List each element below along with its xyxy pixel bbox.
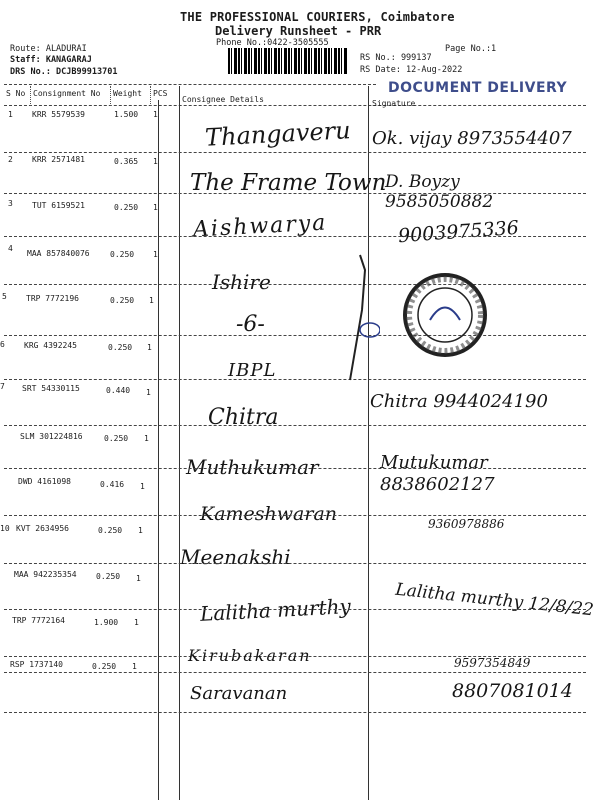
row-signature: Lalitha murthy 12/8/22	[394, 579, 595, 621]
row-consignee: Lalitha murthy	[199, 594, 352, 626]
row-consignee: Saravanan	[190, 683, 288, 704]
row-pcs: 1	[153, 250, 158, 259]
row-weight: 0.250	[110, 250, 135, 259]
row-signature: D. Boyzy 9585050882	[385, 172, 494, 212]
row-weight: 1.900	[94, 618, 119, 627]
row-pcs: 1	[153, 157, 158, 166]
row-divider	[4, 563, 586, 564]
row-divider	[4, 672, 586, 673]
row-consignee: Thangaveru	[204, 116, 352, 152]
row-consignment: TRP 7772196	[26, 294, 79, 303]
row-weight: 0.365	[114, 157, 139, 166]
phone-number: Phone No.:0422-3505555	[216, 38, 329, 48]
rs-date: RS Date: 12-Aug-2022	[360, 65, 463, 75]
row-consignment: MAA 857840076	[27, 249, 90, 258]
row-sno: 3	[8, 199, 13, 208]
row-signature: 9597354849	[454, 656, 531, 670]
row-weight: 0.250	[108, 343, 133, 352]
row-signature: 9360978886	[428, 517, 505, 531]
row-consignment: KRR 2571481	[32, 155, 85, 164]
row-pcs: 1	[146, 388, 151, 397]
col-header-consignment: Consignment No	[33, 89, 101, 98]
col-header-pcs: PCS	[153, 89, 168, 98]
row-divider	[4, 609, 586, 610]
row-consignment: SRT 54330115	[22, 384, 80, 393]
row-consignee: The Frame Town	[190, 170, 387, 196]
row-consignment: KRG 4392245	[24, 341, 77, 350]
row-consignee: IBPL	[228, 360, 277, 381]
row-weight: 0.250	[110, 296, 135, 305]
row-pcs: 1	[149, 296, 154, 305]
row-divider	[4, 335, 586, 336]
route-label: Route: ALADURAI	[10, 44, 87, 54]
row-divider	[4, 152, 586, 153]
row-consignee: Kirubakaran	[188, 646, 312, 665]
row-pcs: 1	[153, 110, 158, 119]
page-number: Page No.:1	[445, 44, 497, 54]
company-seal	[400, 270, 490, 360]
row-consignee: Aishwarya	[192, 210, 328, 243]
row-sno: 5	[2, 292, 7, 301]
row-pcs: 1	[136, 574, 141, 583]
row-signature: Mutukumar 8838602127	[380, 452, 495, 495]
row-weight: 0.250	[114, 203, 139, 212]
row-consignment: SLM 301224816	[20, 432, 83, 441]
row-pcs: 1	[147, 343, 152, 352]
row-consignee: Chitra	[208, 405, 279, 430]
row-consignment: DWD 4161098	[18, 477, 71, 486]
row-consignment: KVT 2634956	[16, 524, 69, 533]
row-pcs: 1	[153, 203, 158, 212]
row-sno: 6	[0, 340, 5, 349]
rs-number: RS No.: 999137	[360, 53, 432, 63]
row-divider	[4, 425, 586, 426]
row-consignee: Meenakshi	[180, 545, 291, 569]
row-signature: Ok. vijay 8973554407	[372, 128, 572, 149]
row-weight: 0.416	[100, 480, 125, 489]
row-consignee: -6-	[236, 312, 265, 337]
staff-label: Staff: KANAGARAJ	[10, 55, 92, 65]
row-divider	[4, 468, 586, 469]
row-signature: 9003975336	[397, 216, 520, 248]
row-divider	[4, 515, 586, 516]
row-sno: 7	[0, 382, 5, 391]
col-header-sno: S No	[6, 89, 26, 98]
row-consignment: MAA 942235354	[14, 570, 77, 579]
drs-number: DRS No.: DCJB99913701	[10, 67, 118, 77]
row-weight: 0.250	[98, 526, 123, 535]
document-delivery-stamp: DOCUMENT DELIVERY	[388, 80, 568, 96]
row-divider	[4, 193, 586, 194]
row-weight: 0.250	[96, 572, 121, 581]
row-pcs: 1	[138, 526, 143, 535]
row-weight: 0.440	[106, 386, 131, 395]
row-sno: 2	[8, 155, 13, 164]
row-consignee: Kameshwaran	[200, 503, 338, 525]
row-consignment: TRP 7772164	[12, 616, 65, 625]
row-sno: 10	[0, 524, 10, 533]
col-header-signature: Signature	[372, 99, 416, 108]
row-sno: 4	[8, 244, 13, 253]
row-signature: Chitra 9944024190	[370, 391, 548, 412]
row-divider	[4, 284, 586, 285]
row-consignment: TUT 6159521	[32, 201, 85, 210]
bracket-mark	[340, 250, 380, 400]
row-consignment: RSP 1737140	[10, 660, 63, 669]
page-subtitle: Delivery Runsheet - PRR	[215, 24, 382, 38]
row-weight: 0.250	[92, 662, 117, 671]
page-title: THE PROFESSIONAL COURIERS, Coimbatore	[180, 10, 455, 24]
row-signature: 8807081014	[452, 680, 573, 702]
row-divider	[4, 236, 586, 237]
row-weight: 0.250	[104, 434, 129, 443]
row-consignee: Muthukumar	[186, 455, 319, 479]
row-divider	[4, 712, 586, 713]
row-pcs: 1	[134, 618, 139, 627]
col-header-weight: Weight	[113, 89, 142, 98]
row-pcs: 1	[144, 434, 149, 443]
row-consignee: Ishire	[212, 270, 271, 294]
row-weight: 1.500	[114, 110, 139, 119]
row-pcs: 1	[140, 482, 145, 491]
row-pcs: 1	[132, 662, 137, 671]
row-consignment: KRR 5579539	[32, 110, 85, 119]
row-sno: 1	[8, 110, 13, 119]
col-header-consignee: Consignee Details	[182, 95, 264, 104]
row-divider	[4, 379, 586, 380]
